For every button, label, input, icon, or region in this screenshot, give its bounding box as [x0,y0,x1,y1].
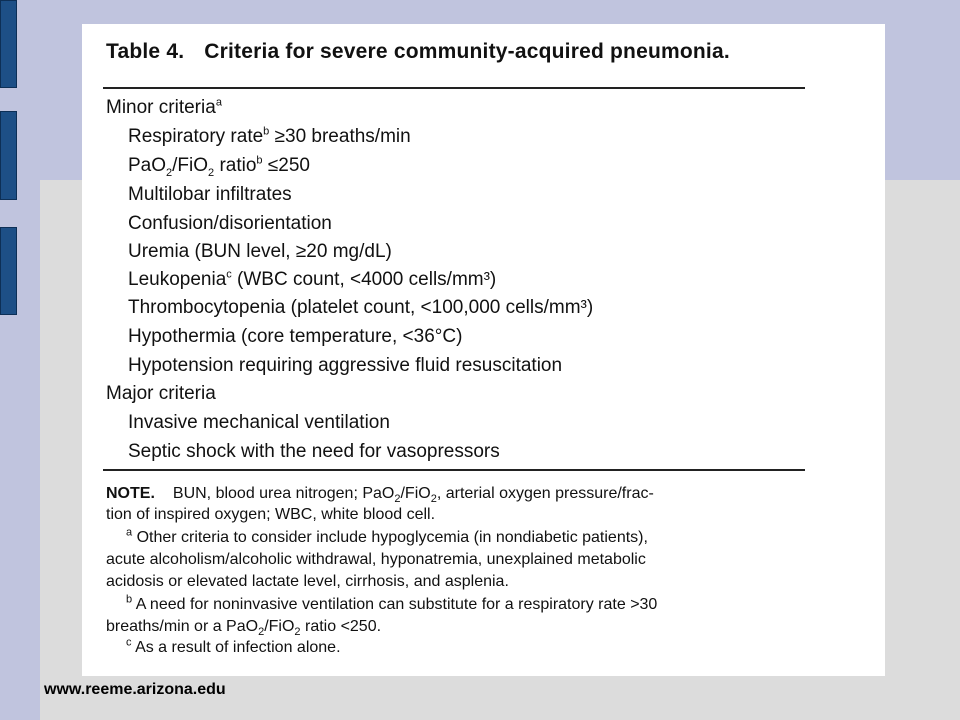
criterion-respiratory-rate: Respiratory rate$^b$ ≥30 breaths/min [128,125,411,147]
footnote-note: NOTE. BUN, blood urea nitrogen; PaO$_2$/FiO$_2$, arterial oxygen pressure/frac- [106,485,654,506]
criterion-leukopenia: Leukopenia$^c$ (WBC count, <4000 cells/mm³) [128,268,497,290]
table-bottom-rule [103,469,805,471]
table-image [82,24,885,676]
footnote-a-line: acute alcoholism/alcoholic withdrawal, hyponatremia, unexplained metabolic [106,551,646,568]
table-number: Table 4. [106,40,185,63]
criterion-hypotension: Hypotension requiring aggressive fluid resuscitation [128,355,563,376]
footnote-a: $^a$ Other criteria to consider include hypoglycemia (in nondiabetic patients), [126,526,648,546]
minor-criteria-heading: Minor criteria$^a$ [106,96,222,118]
accent-bar [0,111,17,200]
criterion-confusion: Confusion/disorientation [128,213,332,234]
table-title-text: Criteria for severe community-acquired pneumonia. [204,40,730,63]
accent-bar [0,0,17,88]
footnote-c: $^c$ As a result of infection alone. [126,636,341,656]
major-criteria-heading: Major criteria [106,383,216,404]
criterion-ventilation: Invasive mechanical ventilation [128,412,390,433]
footer-url: www.reeme.arizona.edu [44,681,226,698]
criterion-thrombocytopenia: Thrombocytopenia (platelet count, <100,000 cells/mm³) [128,297,594,318]
footnote-note-line: tion of inspired oxygen; WBC, white blood cell. [106,506,436,523]
footnote-a-line: acidosis or elevated lactate level, cirrhosis, and asplenia. [106,573,509,590]
criterion-pao2-fio2: PaO$_2$/FiO$_2$ ratio$^b$ ≤250 [128,154,310,179]
criterion-septic-shock: Septic shock with the need for vasopressors [128,441,500,462]
footnote-b: $^b$ A need for noninvasive ventilation can substitute for a respiratory rate >30 [126,593,658,613]
footnote-b-line: breaths/min or a PaO$_2$/FiO$_2$ ratio <250. [106,618,382,639]
table-title [106,40,730,64]
table-top-rule [103,87,805,89]
criterion-uremia: Uremia (BUN level, ≥20 mg/dL) [128,241,392,262]
criterion-hypothermia: Hypothermia (core temperature, <36°C) [128,326,463,347]
accent-bar [0,227,17,315]
criterion-multilobar: Multilobar infiltrates [128,184,292,205]
